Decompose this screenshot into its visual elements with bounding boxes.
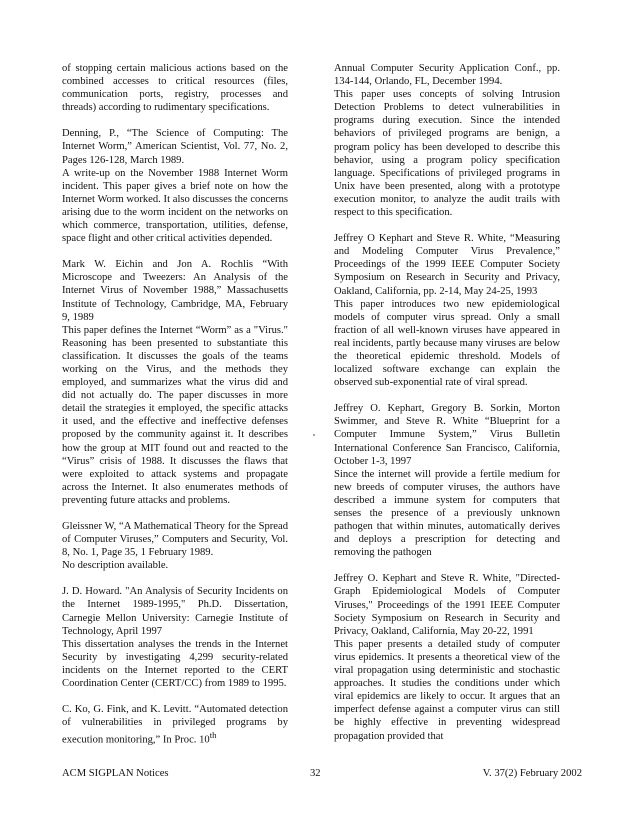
reference-annotation: This paper presents a detailed study of computer virus epidemics. It presents a theoretical view of the viral propagation using deterministic and stochastic approaches. It studies the conditions under which viral epidemics are likely to occur. It argues that an imperfect defense against a computer virus can still be highly effective in preventing widespread propagation provided that bbox=[334, 638, 560, 742]
reference-entry bbox=[334, 232, 560, 389]
reference-citation: Annual Computer Security Application Conf., pp. 134-144, Orlando, FL, December 1994. bbox=[334, 63, 560, 88]
footer-page-number: 32 bbox=[310, 768, 321, 779]
reference-entry bbox=[62, 585, 288, 690]
reference-entry bbox=[334, 62, 560, 219]
reference-citation: C. Ko, G. Fink, and K. Levitt. “Automated detection of vulnerabilities in privileged programs by execution monitoring,” In Proc. 10 bbox=[62, 704, 288, 746]
reference-annotation: of stopping certain malicious actions based on the combined accesses to critical resources (files, communication ports, registry, processes and threads) according to rudimentary specifications. bbox=[62, 63, 288, 114]
scan-speck bbox=[313, 434, 315, 436]
reference-annotation: No description available. bbox=[62, 560, 169, 572]
reference-citation: Mark W. Eichin and Jon A. Rochlis “With Microscope and Tweezers: An Analysis of the Internet Virus of November 1988,” Massachusetts Institute of Technology, Cambridge, MA, February 9, 1989 bbox=[62, 259, 288, 323]
reference-entry bbox=[62, 703, 288, 747]
reference-citation: Denning, P., “The Science of Computing: The Internet Worm,” American Scientist, Vol. 77, No. 2, Pages 126-128, March 1989. bbox=[62, 128, 288, 166]
reference-annotation: A write-up on the November 1988 Internet Worm incident. This paper gives a brief note on how the Internet Worm worked. It also discusses the concerns arising due to the worm incident on the networks on which commerce, transportation, utilities, defense, space flight and other critical activities depended. bbox=[62, 167, 288, 245]
reference-entry bbox=[334, 572, 560, 742]
reference-annotation: This paper defines the Internet “Worm” as a "Virus." Reasoning has been presented to substantiate this classification. It discusses the goals of the teams working on the Virus, and the methods they employed, and summarizes what the virus did and did not actually do. The paper discusses in more detail the strategies it employed, the specific attacks it used, and the effective and ineffective defenses proposed by the community against it. It describes how the group at MIT found out and reacted to the “Virus” crisis of 1988. It discusses the flaws that were exploited to attack systems and propagate across the Internet. It also enumerates methods of preventing future attacks and problems. bbox=[62, 324, 288, 506]
reference-citation: Gleissner W, “A Mathematical Theory for the Spread of Computer Viruses,” Computers and Security, Vol. 8, No. 1, Page 35, 1 February 1989. bbox=[62, 521, 288, 559]
reference-entry bbox=[62, 258, 288, 507]
reference-citation: Jeffrey O Kephart and Steve R. White, “Measuring and Modeling Computer Virus Prevalence,” Proceedings of the 1999 IEEE Computer Society Symposium on Research in Security and Privacy, Oakland, California, pp. 2-14, May 24-25, 1993 bbox=[334, 233, 560, 297]
footer-issue: V. 37(2) February 2002 bbox=[482, 768, 582, 779]
reference-annotation: This paper introduces two new epidemiological models of computer virus spread. Only a small fraction of all well-known viruses have appeared in real incidents, partly because many viruses are below the theoretical epidemic threshold. Models of localized software exchange can explain the observed sub-exponential rate of viral spread. bbox=[334, 298, 560, 389]
left-column bbox=[62, 62, 288, 760]
reference-citation: J. D. Howard. "An Analysis of Security Incidents on the Internet 1989-1995," Ph.D. Dissertation, Carnegie Mellon University: Carnegie Institute of Technology, April 1997 bbox=[62, 586, 288, 637]
reference-citation: Jeffrey O. Kephart and Steve R. White, "Directed-Graph Epidemiological Models of Computer Viruses," Proceedings of the 1991 IEEE Computer Society Symposium on Research in Security and Privacy, Oakland, California, May 20-22, 1991 bbox=[334, 573, 560, 637]
reference-annotation: This paper uses concepts of solving Intrusion Detection Problems to detect vulnerabilities in programs during execution. Since the intended behaviors of privileged programs are benign, a program policy has been developed to describe this behavior, using a program policy specification language. Specifications of privileged programs in Unix have been presented, along with a prototype execution monitor, to analyze the audit trails with respect to this specification. bbox=[334, 89, 560, 219]
reference-annotation: Since the internet will provide a fertile medium for new breeds of computer viruses, the authors have described a immune system for computers that senses the presence of a previously unknown pathogen that within minutes, automatically derives and deploys a prescription for detecting and removing the pathogen bbox=[334, 468, 560, 559]
reference-entry bbox=[62, 127, 288, 245]
reference-citation-wrapper bbox=[62, 703, 288, 747]
right-column bbox=[334, 62, 560, 756]
reference-entry bbox=[62, 62, 288, 114]
page-footer bbox=[62, 768, 582, 782]
reference-citation: Jeffrey O. Kephart, Gregory B. Sorkin, Morton Swimmer, and Steve R. White “Blueprint for a Computer Immune System,” Virus Bulletin International Conference San Francisco, California, October 1-3, 1997 bbox=[334, 403, 560, 467]
footer-journal: ACM SIGPLAN Notices bbox=[62, 768, 169, 779]
reference-entry bbox=[62, 520, 288, 572]
ordinal-suffix: th bbox=[209, 730, 217, 741]
reference-entry bbox=[334, 402, 560, 559]
reference-annotation: This dissertation analyses the trends in the Internet Security by investigating 4,299 security-related incidents on the Internet reported to the CERT Coordination Center (CERT/CC) from 1989 to 1995. bbox=[62, 638, 288, 690]
